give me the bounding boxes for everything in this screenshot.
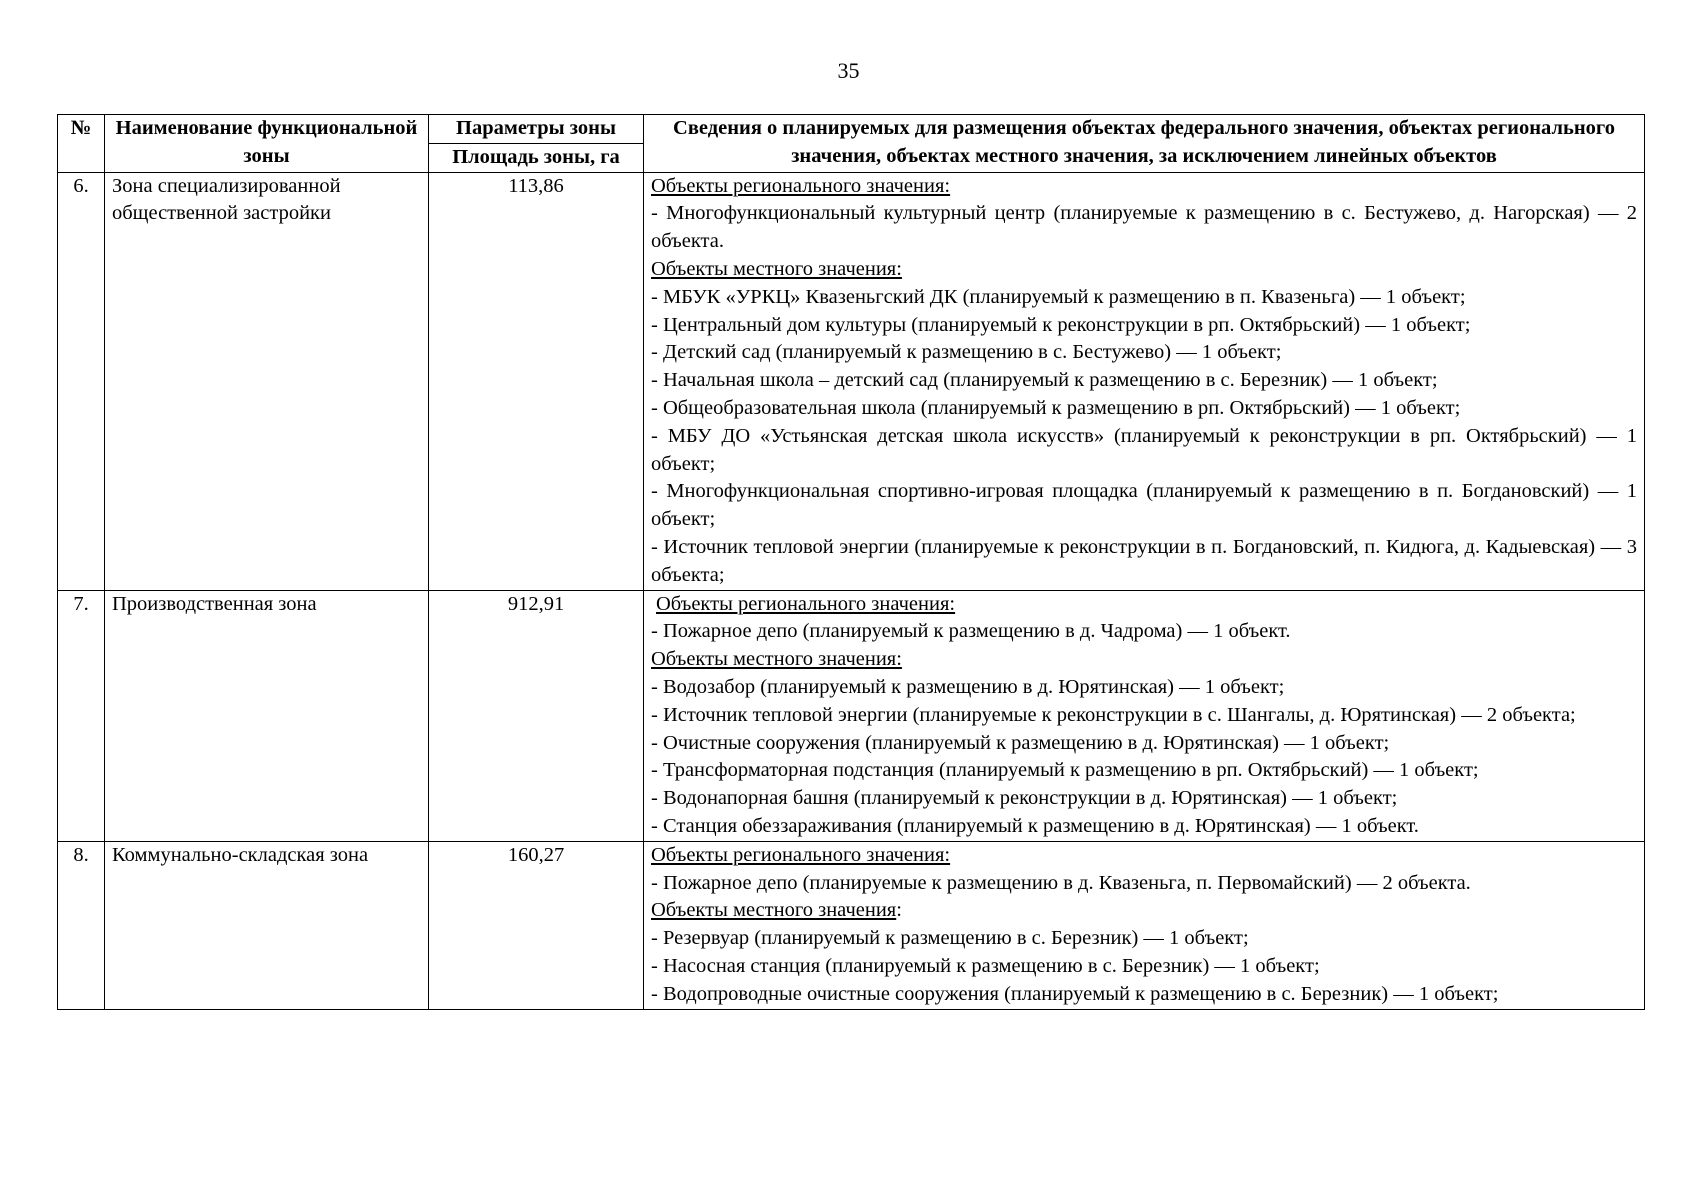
list-item: - МБУ ДО «Устьянская детская школа искусств» (планируемый к реконструкции в рп. Октябрьский) — 1 объект; [651,424,1637,475]
list-item: - Общеобразовательная школа (планируемый к размещению в рп. Октябрьский) — 1 объект; [651,396,1461,419]
local-title: Объекты местного значения [651,899,897,922]
header-area: Площадь зоны, га [429,143,644,172]
table-row [58,590,1645,841]
list-item: - Детский сад (планируемый к размещению в с. Бестужево) — 1 объект; [651,341,1282,364]
list-item: - Станция обеззараживания (планируемый к размещению в д. Юрятинская) — 1 объект. [651,814,1419,837]
zone-area: 160,27 [429,841,644,1009]
list-item: - Водопроводные очистные сооружения (планируемый к размещению в с. Березник) — 1 объект; [651,982,1499,1005]
header-name: Наименование функциональной зоны [105,115,429,173]
row-number: 8. [58,841,105,1009]
list-item: - МБУК «УРКЦ» Квазеньгский ДК (планируемый к размещению в п. Квазеньга) — 1 объект; [651,285,1466,308]
header-num: № [58,115,105,173]
list-item: - Резервуар (планируемый к размещению в с. Березник) — 1 объект; [651,927,1249,950]
row-number: 7. [58,590,105,841]
zone-objects [644,172,1645,590]
list-item: - Источник тепловой энергии (планируемые к реконструкции в п. Богдановский, п. Кидюга, д. Кадыевская) — 3 объекта; [651,535,1637,586]
header-info: Сведения о планируемых для размещения объектах федерального значения, объектах регионального значения, объектах местного значения, за исключением линейных объектов [644,115,1645,173]
zone-name: Производственная зона [105,590,429,841]
table-row [58,841,1645,1009]
list-item: - Многофункциональная спортивно-игровая площадка (планируемый к размещению в п. Богдановский) — 1 объект; [651,480,1637,531]
zone-name: Зона специализированной общественной застройки [105,172,429,590]
list-item: - Водонапорная башня (планируемый к реконструкции в д. Юрятинская) — 1 объект; [651,787,1398,810]
regional-title: Объекты регионального значения: [651,174,951,197]
zone-objects [644,590,1645,841]
zone-area: 912,91 [429,590,644,841]
list-item: - Пожарное депо (планируемый к размещению в д. Чадрома) — 1 объект. [651,620,1291,643]
table-row [58,172,1645,590]
regional-title: Объекты регионального значения: [656,592,956,615]
row-number: 6. [58,172,105,590]
header-params: Параметры зоны [429,115,644,144]
list-item: - Центральный дом культуры (планируемый к реконструкции в рп. Октябрьский) — 1 объект; [651,313,1471,336]
zone-area: 113,86 [429,172,644,590]
list-item: - Трансформаторная подстанция (планируемый к размещению в рп. Октябрьский) — 1 объект; [651,759,1479,782]
page-number: 35 [837,58,860,83]
table-body [58,172,1645,1009]
zone-name: Коммунально-складская зона [105,841,429,1009]
list-item: - Водозабор (планируемый к размещению в д. Юрятинская) — 1 объект; [651,675,1285,698]
local-title: Объекты местного значения: [651,648,902,671]
list-item: - Многофункциональный культурный центр (планируемые к размещению в с. Бестужево, д. Нагорская) — 2 объекта. [651,202,1637,253]
regional-title: Объекты регионального значения: [651,843,951,866]
list-item: - Насосная станция (планируемый к размещению в с. Березник) — 1 объект; [651,954,1320,977]
zones-table [57,114,1645,1010]
local-title: Объекты местного значения: [651,257,902,280]
list-item: - Очистные сооружения (планируемый к размещению в д. Юрятинская) — 1 объект; [651,731,1390,754]
local-title-line [651,897,1637,925]
local-title-colon: : [896,899,902,922]
header-row [58,115,1645,144]
list-item: - Источник тепловой энергии (планируемые к реконструкции в с. Шангалы, д. Юрятинская) — 2 объекта; [651,703,1576,726]
zone-objects [644,841,1645,1009]
list-item: - Начальная школа – детский сад (планируемый к размещению в с. Березник) — 1 объект; [651,369,1438,392]
list-item: - Пожарное депо (планируемые к размещению в д. Квазеньга, п. Первомайский) — 2 объекта. [651,871,1471,894]
